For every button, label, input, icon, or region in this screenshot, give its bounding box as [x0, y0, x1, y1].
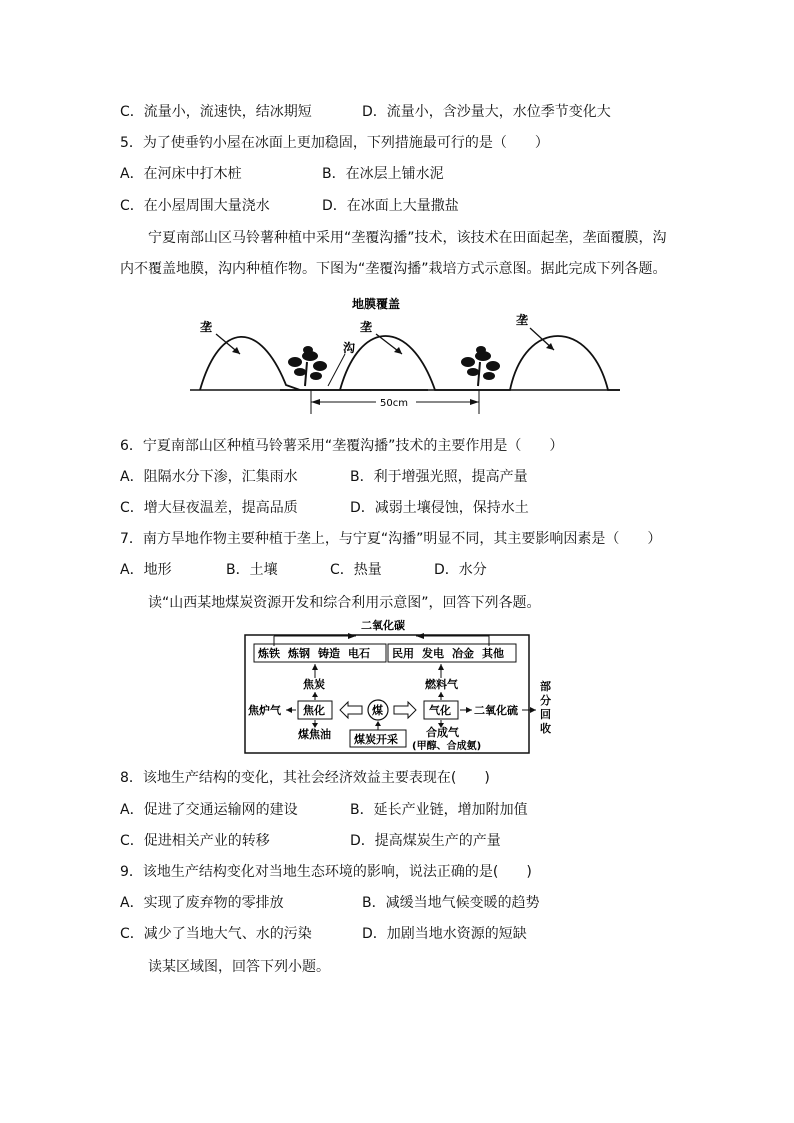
q7-stem: 7．南方旱地作物主要种植于垄上，与宁夏“沟播”明显不同，其主要影响因素是（ ） [120, 531, 662, 547]
q9-option-c: C．减少了当地大气、水的污染 [120, 926, 312, 942]
syngas-label: 合成气 [426, 726, 459, 739]
q8-option-a: A．促进了交通运输网的建设 [120, 802, 298, 818]
left-item-1: 炼钢 [288, 647, 310, 660]
intro1-line2: 内不覆盖地膜，沟内种植作物。下图为“垄覆沟播”栽培方式示意图。据此完成下列各题。 [120, 261, 667, 277]
q8-stem: 8．该地生产结构的变化，其社会经济效益主要表现在( ) [120, 770, 490, 786]
q4-option-c: C．流量小，流速快，结冰期短 [120, 104, 312, 120]
intro3: 读某区域图，回答下列小题。 [148, 959, 330, 975]
syngas-products-label: (甲醇、合成氨) [412, 741, 482, 752]
q6-option-c: C．增大昼夜温差，提高品质 [120, 500, 298, 516]
q9-option-b: B．减缓当地气候变暖的趋势 [362, 895, 540, 911]
intro1-line1: 宁夏南部山区马铃薯种植中采用“垄覆沟播”技术，该技术在田面起垄，垄面覆膜，沟 [148, 230, 667, 246]
recovery-char-3: 收 [540, 722, 551, 735]
film-cover-label: 地膜覆盖 [352, 297, 401, 311]
coke-label: 焦炭 [303, 678, 325, 691]
recovery-char-0: 部 [540, 680, 551, 693]
coal-mining-box: 煤炭开采 [354, 733, 398, 746]
potato-plant-left-icon [288, 346, 327, 386]
ridge-label-1: 垄 [200, 320, 213, 334]
q4-option-d: D．流量小，含沙量大，水位季节变化大 [362, 104, 611, 120]
left-item-0: 炼铁 [258, 647, 280, 660]
recovery-char-2: 回 [540, 708, 551, 721]
intro2: 读“山西某地煤炭资源开发和综合利用示意图”，回答下列各题。 [148, 595, 541, 611]
recovery-char-1: 分 [540, 694, 551, 707]
arrow-to-gasification-icon [394, 702, 416, 718]
coal-utilization-diagram [244, 618, 564, 756]
width-label: 50cm [380, 398, 408, 409]
q6-option-b: B．利于增强光照，提高产量 [350, 469, 528, 485]
so2-label: 二氧化硫 [474, 704, 518, 717]
furrow-label: 沟 [343, 341, 356, 355]
ridge-furrow-diagram [190, 290, 620, 420]
left-item-2: 铸造 [318, 647, 340, 660]
gasification-box: 气化 [429, 704, 451, 717]
q5-option-c: C．在小屋周围大量浇水 [120, 198, 270, 214]
co2-top-label: 二氧化碳 [361, 619, 405, 632]
q7-option-c: C．热量 [330, 562, 382, 578]
q7-option-a: A．地形 [120, 562, 172, 578]
q8-option-b: B．延长产业链，增加附加值 [350, 802, 528, 818]
q5-stem: 5．为了使垂钓小屋在冰面上更加稳固，下列措施最可行的是（ ） [120, 135, 549, 151]
fuel-gas-label: 燃料气 [425, 678, 458, 691]
potato-plant-right-icon [461, 346, 500, 386]
ridge-label-3: 垄 [516, 313, 529, 327]
right-item-1: 发电 [422, 647, 444, 660]
q9-stem: 9．该地生产结构变化对当地生态环境的影响，说法正确的是( ) [120, 864, 532, 880]
coke-oven-gas-label: 焦炉气 [248, 704, 281, 717]
q6-option-a: A．阻隔水分下渗，汇集雨水 [120, 469, 298, 485]
q6-option-d: D．减弱土壤侵蚀，保持水土 [350, 500, 529, 516]
arrow-to-coking-icon [340, 702, 362, 718]
q9-option-a: A．实现了废弃物的零排放 [120, 895, 284, 911]
q7-option-b: B．土壤 [226, 562, 278, 578]
right-item-3: 其他 [482, 647, 504, 660]
q7-option-d: D．水分 [434, 562, 487, 578]
ridge-label-2: 垄 [360, 320, 373, 334]
left-item-3: 电石 [348, 647, 370, 660]
coal-tar-label: 煤焦油 [298, 728, 331, 741]
q5-option-b: B．在冰层上铺水泥 [322, 166, 444, 182]
q5-option-a: A．在河床中打木桩 [120, 166, 242, 182]
right-item-0: 民用 [392, 647, 414, 660]
q5-option-d: D．在冰面上大量撒盐 [322, 198, 459, 214]
q8-option-c: C．促进相关产业的转移 [120, 833, 270, 849]
coal-label: 煤 [372, 704, 383, 717]
coking-box: 焦化 [303, 704, 325, 717]
q6-stem: 6．宁夏南部山区种植马铃薯采用“垄覆沟播”技术的主要作用是（ ） [120, 438, 564, 454]
right-item-2: 冶金 [452, 647, 474, 660]
q8-option-d: D．提高煤炭生产的产量 [350, 833, 501, 849]
q9-option-d: D．加剧当地水资源的短缺 [362, 926, 527, 942]
